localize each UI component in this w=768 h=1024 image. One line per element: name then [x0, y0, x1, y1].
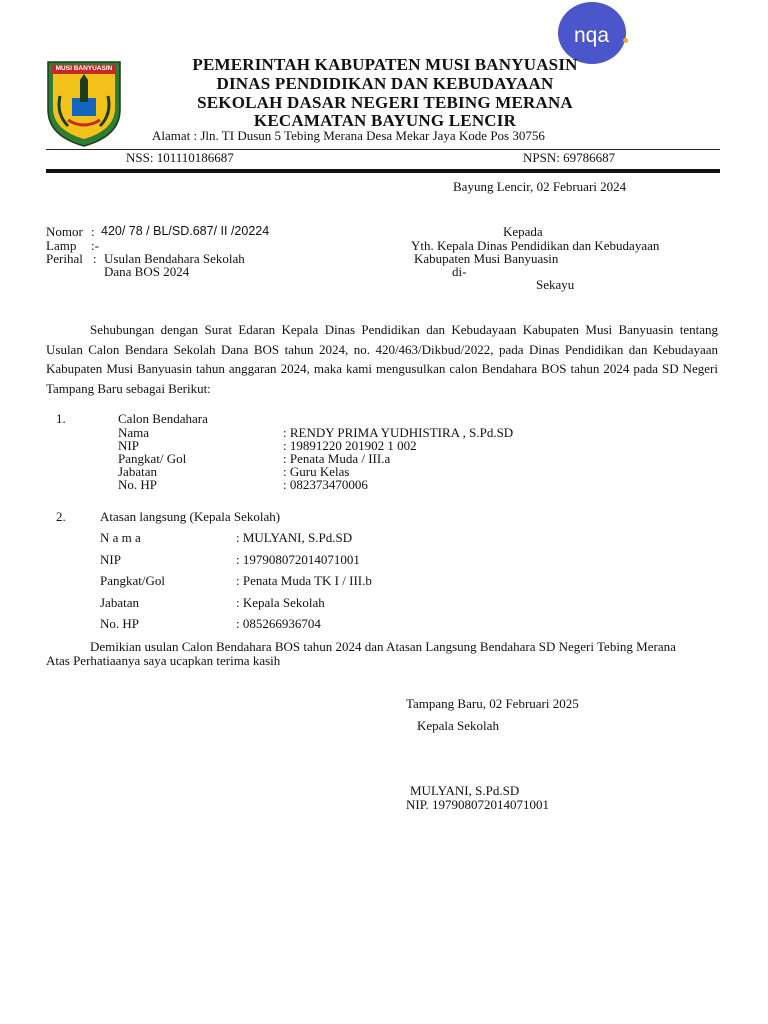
perihal-value-1: Usulan Bendahara Sekolah — [104, 251, 245, 266]
nomor-value: 420/ 78 / BL/SD.687/ II /20224 — [101, 224, 270, 238]
section-1-title: Calon Bendahara — [118, 411, 208, 426]
supervisor-name-label: N a m a — [100, 530, 141, 545]
section-2-number: 2. — [56, 509, 66, 524]
kop-line-2: DINAS PENDIDIKAN DAN KEBUDAYAAN — [216, 74, 554, 93]
candidate-phone-label: No. HP — [118, 477, 158, 492]
supervisor-phone-value: : 085266936704 — [236, 616, 321, 631]
supervisor-rank-value: : Penata Muda TK I / III.b — [236, 573, 372, 588]
nomor-colon: : — [91, 224, 95, 239]
section-1-number: 1. — [56, 411, 66, 426]
section-2-title: Atasan langsung (Kepala Sekolah) — [100, 509, 281, 524]
candidate-name-value: : RENDY PRIMA YUDHISTIRA , S.Pd.SD — [283, 425, 514, 440]
perihal-colon: : — [93, 251, 97, 266]
lamp-label: Lamp — [46, 238, 77, 253]
kop-rule-thick — [46, 169, 720, 173]
kop-nss: NSS: 101110186687 — [126, 150, 234, 165]
signature-name: MULYANI, S.Pd.SD — [410, 783, 520, 798]
candidate-position-value: : Guru Kelas — [283, 464, 350, 479]
candidate-rank-value: : Penata Muda / III.a — [283, 451, 391, 466]
kop-line-3: SEKOLAH DASAR NEGERI TEBING MERANA — [197, 93, 573, 112]
recipient-kabupaten: Kabupaten Musi Banyuasin — [414, 251, 559, 266]
nqa-dot-icon — [623, 38, 628, 43]
closing-line-1: Demikian usulan Calon Bendahara BOS tahun 2024 dan Atasan Langsung Bendahara SD Negeri Tebing Merana — [90, 639, 676, 654]
supervisor-rank-label: Pangkat/Gol — [100, 573, 165, 588]
letter-date: Bayung Lencir, 02 Februari 2024 — [453, 179, 627, 194]
candidate-name-label: Nama — [118, 425, 150, 440]
supervisor-name-value: : MULYANI, S.Pd.SD — [236, 530, 353, 545]
candidate-nip-value: : 19891220 201902 1 002 — [283, 438, 417, 453]
opening-paragraph: Sehubungan dengan Surat Edaran Kepala Dinas Pendidikan dan Kebudayaan Kabupaten Musi Banyuasin tentang Usulan Calon Bendara Sekolah Dana BOS tahun 2024, no. 420/463/Dikbud/2022, pada Dinas Pendidikan dan Kebudayaan Kabupaten Musi Banyuasin tahun anggaran 2024, maka kami mengusulkan calon Bendahara BOS tahun 2024 pada SD Negeri Tampang Baru sebagai Berikut: — [46, 322, 718, 396]
kop-npsn: NPSN: 69786687 — [523, 150, 616, 165]
nqa-watermark-text: nqa — [574, 24, 610, 47]
emblem-text: MUSI BANYUASIN — [55, 65, 113, 72]
musi-banyuasin-emblem — [44, 58, 124, 148]
recipient-place: Sekayu — [536, 277, 575, 292]
candidate-phone-value: : 082373470006 — [283, 477, 368, 492]
signature-nip: NIP. 197908072014071001 — [406, 797, 550, 812]
kop-address: Alamat : Jln. TI Dusun 5 Tebing Merana Desa Mekar Jaya Kode Pos 30756 — [152, 128, 545, 143]
supervisor-position-value: : Kepala Sekolah — [236, 595, 325, 610]
recipient-yth: Yth. Kepala Dinas Pendidikan dan Kebudayaan — [411, 238, 660, 253]
candidate-position-label: Jabatan — [118, 464, 157, 479]
candidate-rank-label: Pangkat/ Gol — [118, 451, 187, 466]
signature-place-date: Tampang Baru, 02 Februari 2025 — [406, 696, 579, 711]
supervisor-nip-label: NIP — [100, 552, 121, 567]
lamp-value: :- — [91, 238, 99, 253]
candidate-nip-label: NIP — [118, 438, 139, 453]
supervisor-position-label: Jabatan — [100, 595, 139, 610]
kop-line-4: KECAMATAN BAYUNG LENCIR — [253, 111, 517, 130]
supervisor-nip-value: : 197908072014071001 — [236, 552, 360, 567]
perihal-value-2: Dana BOS 2024 — [104, 264, 190, 279]
kop-line-1: PEMERINTAH KABUPATEN MUSI BANYUASIN — [192, 55, 578, 74]
recipient-kepada: Kepada — [503, 224, 543, 239]
nomor-label: Nomor — [46, 224, 83, 239]
perihal-label: Perihal — [46, 251, 83, 266]
supervisor-phone-label: No. HP — [100, 616, 140, 631]
closing-line-2: Atas Perhatiaanya saya ucapkan terima kasih — [46, 653, 281, 668]
signature-title: Kepala Sekolah — [417, 718, 499, 733]
recipient-di: di- — [452, 264, 467, 279]
